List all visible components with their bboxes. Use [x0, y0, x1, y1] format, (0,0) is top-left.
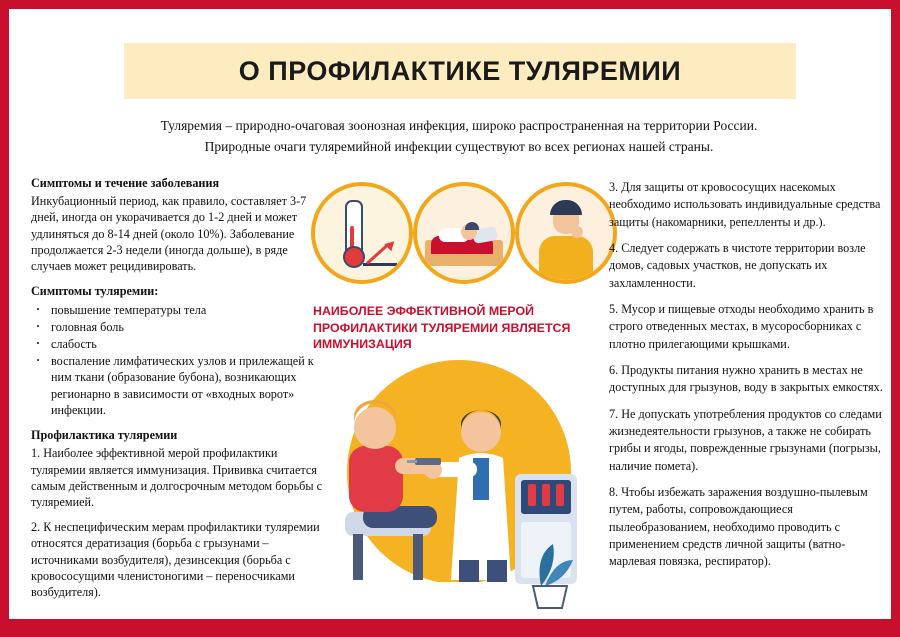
middle-column	[305, 177, 605, 353]
list-item: · слабость	[31, 336, 323, 352]
person-in-bed-icon	[413, 182, 515, 284]
list-item: · головная боль	[31, 319, 323, 335]
vaccination-svg	[309, 354, 609, 624]
list-item: · воспаление лимфатических узлов и прилежащей к ним ткани (образование бубона), возникающих регионарно в зависимости от «входных ворот» инфекции.	[31, 353, 323, 418]
prophylaxis-item-2: 2. К неспецифическим мерам профилактики туляремии относятся дератизация (борьба с грызунами – источниками возбудителя), дезинсекция (борьба с кровососущими членистоногими – переносчиками возбудителя).	[31, 520, 320, 600]
left-column	[31, 175, 323, 609]
poster-header-band	[124, 43, 796, 99]
prophylaxis-heading: Профилактика туляремии	[31, 428, 178, 443]
page-title: О ПРОФИЛАКТИКЕ ТУЛЯРЕМИИ	[238, 55, 682, 86]
patient-hair-glyph	[465, 222, 479, 230]
intro-line-2: Природные очаги туляремийной инфекции существуют во всех регионах нашей страны.	[204, 138, 714, 154]
right-column	[609, 179, 891, 580]
signs-heading: Симптомы туляремии:	[31, 284, 159, 299]
intro-text	[69, 116, 849, 158]
person-hair-glyph	[550, 200, 582, 215]
intro-line-1: Туляремия – природно-очаговая зоонозная инфекция, широко распространенная на территории России.	[160, 118, 758, 133]
arrow-head	[384, 238, 397, 251]
coughing-person-icon	[515, 182, 617, 284]
list-item: · повышение температуры тела	[31, 302, 323, 318]
right-item-8: 8. Чтобы избежать заражения воздушно-пылевым путем, работы, сопровождающиеся пылеобразованием, необходимо проводить с применением средств личной защиты (ватно-марлевая повязка, респиратор).	[609, 484, 868, 569]
right-item-6: 6. Продукты питания нужно хранить в местах не доступных для грызунов, воду в закрытых емкостях.	[609, 362, 883, 395]
icon-circles-row	[305, 177, 605, 289]
immunization-caption: НАИБОЛЕЕ ЭФФЕКТИВНОЙ МЕРОЙ ПРОФИЛАКТИКИ ТУЛЯРЕМИИ ЯВЛЯЕТСЯ ИММУНИЗАЦИЯ	[313, 304, 571, 352]
thermometer-fever-icon	[311, 182, 413, 284]
thermometer-bulb	[343, 246, 365, 268]
signs-list	[31, 302, 323, 419]
footer-accent-bar	[9, 619, 891, 628]
vaccination-scene-illustration	[309, 354, 609, 624]
thermometer-glyph	[345, 200, 363, 260]
right-item-3: 3. Для защиты от кровососущих насекомых необходимо использовать индивидуальные средства защиты (накомарники, репелленты и др.).	[609, 180, 881, 229]
symptoms-text: Инкубационный период, как правило, составляет 3-7 дней, иногда он укорачивается до 1-2 дней и может удлиняться до 8-14 дней (около 10%). Заболевание продолжается 2-3 недели (иногда дольше), в ряде случаев может рецидивировать.	[31, 194, 307, 274]
prophylaxis-item-1: 1. Наиболее эффективной мерой профилактики туляремии является иммунизация. Прививка считается самым действенным и долгосрочным методом борьбы с туляремией.	[31, 446, 322, 509]
right-item-5: 5. Мусор и пищевые отходы необходимо хранить в строго отведенных местах, в мусоросборниках с плотно прилегающими крышками.	[609, 301, 874, 351]
arrow-shaft	[366, 245, 387, 265]
right-item-4: 4. Следует содержать в чистоте территории возле домов, садовых участков, не допускать их захламленности.	[609, 240, 866, 290]
right-item-7: 7. Не допускать употребления продуктов со следами жизнедеятельности грызунов, а также не собирать грибы и ягоды, поврежденные грызунами (погрызы, наличие помета).	[609, 406, 882, 473]
person-hand-glyph	[571, 226, 583, 238]
symptoms-heading: Симптомы и течение заболевания	[31, 176, 220, 190]
